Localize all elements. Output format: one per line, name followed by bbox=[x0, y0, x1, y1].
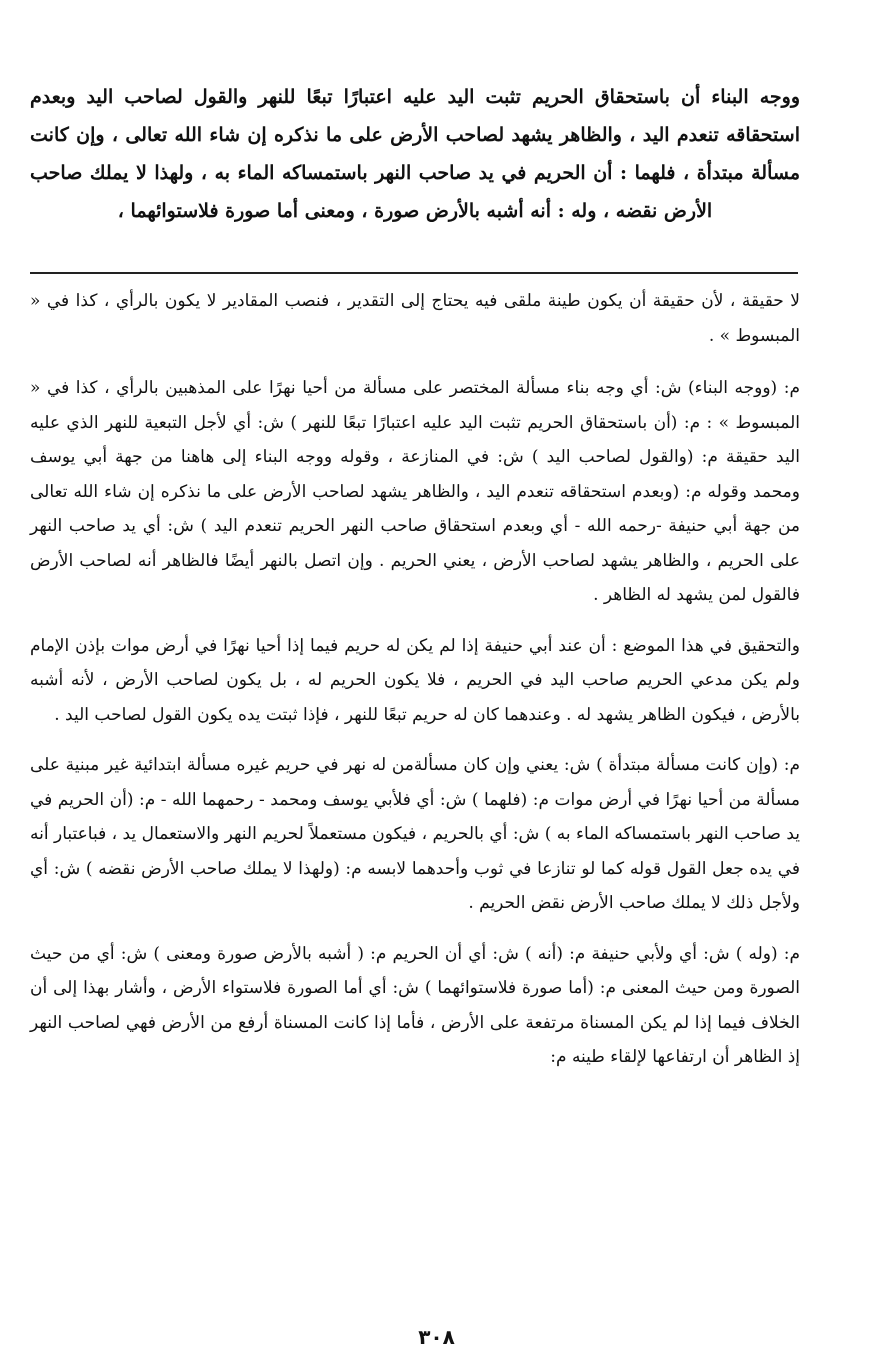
main-text bbox=[30, 78, 800, 230]
commentary-paragraph-1: لا حقيقة ، لأن حقيقة أن يكون طينة ملقى فيه يحتاج إلى التقدير ، فنصب المقادير لا يكون بالرأي ، كذا في « المبسوط » . bbox=[30, 291, 800, 346]
commentary-paragraph-4: م: (وإن كانت مسألة مبتدأة ) ش: يعني وإن كان مسألةمن له نهر في حريم غيره مسألة ابتدائية غير مبنية على مسألة من أحيا نهرًا في أرض موات م: (فلهما ) ش: أي فلأبي يوسف ومحمد - رحمهما الله - م: (أن الحريم في يد صاحب النهر باستمساكه الماء به ) ش: أي بالحريم ، فيكون مستعملاً لحريم النهر والاستعمال يد ، فباعتبار أنه في يده جعل القول قوله كما لو تنازعا في ثوب وأحدهما لابسه م: (ولهذا لا يملك صاحب الأرض نقضه ) ش: أي ولأجل ذلك لا يملك صاحب الأرض نقض الحريم . bbox=[30, 755, 800, 913]
commentary-paragraph-3: والتحقيق في هذا الموضع : أن عند أبي حنيفة إذا لم يكن له حريم فيما إذا أحيا نهرًا في أرض موات بإذن الإمام ولم يكن مدعي الحريم صاحب اليد في الحريم ، فلا يكون الحريم له ، بل يكون لصاحب الأرض ، لأنه أشبه بالأرض ، فيكون الظاهر يشهد له . وعندهما كان له حريم تبعًا للنهر ، فإذا ثبتت يده يكون القول لصاحب اليد . bbox=[30, 635, 800, 725]
commentary-block bbox=[30, 284, 800, 1091]
footnote-separator bbox=[30, 272, 798, 274]
main-text-block bbox=[30, 78, 800, 230]
page-number: ٣٠٨ bbox=[418, 1325, 455, 1349]
commentary-paragraph-2: م: (ووجه البناء) ش: أي وجه بناء مسألة المختصر على مسألة من أحيا نهرًا على المذهبين بالرأي ، كذا في « المبسوط » : م: (أن باستحقاق الحريم تثبت اليد عليه اعتبارًا تبعًا للنهر ) ش: أي لأجل التبعية للنهر الذي عليه اليد حقيقة م: (والقول لصاحب اليد ) ش: في المنازعة ، وقوله ووجه البناء إلى هاهنا من جهة أبي يوسف ومحمد وقوله م: (وبعدم استحقاقه تنعدم اليد ، والظاهر يشهد لصاحب الأرض على ما نذكره إن شاء الله تعالى من جهة أبي حنيفة -رحمه الله - أي وبعدم استحقاق صاحب النهر الحريم تنعدم اليد ) ش: أي يد صاحب النهر على الحريم ، والظاهر يشهد لصاحب الأرض ، يعني الحريم . وإن اتصل بالنهر أيضًا فالظاهر أنه لصاحب الأرض فالقول لمن يشهد له الظاهر . bbox=[30, 378, 800, 605]
commentary-paragraph-5: م: (وله ) ش: أي ولأبي حنيفة م: (أنه ) ش: أي أن الحريم م: ( أشبه بالأرض صورة ومعنى ) ش: أي من حيث الصورة ومن حيث المعنى م: (أما صورة فلاستوائهما ) ش: أي أما الصورة فلاستواء الأرض ، وأشار بهذا إلى أن الخلاف فيما إذا لم يكن المسناة مرتفعة على الأرض ، فأما إذا كانت المسناة أرفع من الأرض فهي لصاحب النهر إذ الظاهر أن ارتفاعها لإلقاء طينه م: bbox=[30, 943, 800, 1067]
main-paragraph: ووجه البناء أن باستحقاق الحريم تثبت اليد عليه اعتبارًا تبعًا للنهر والقول لصاحب اليد وبعدم استحقاقه تنعدم اليد ، والظاهر يشهد لصاحب الأرض على ما نذكره إن شاء الله تعالى ، وإن كانت مسألة مبتدأة ، فلهما : أن الحريم في يد صاحب النهر باستمساكه الماء به ، ولهذا لا يملك صاحب الأرض نقضه ، وله : أنه أشبه بالأرض صورة ، ومعنى أما صورة فلاستوائهما ، bbox=[30, 86, 800, 222]
